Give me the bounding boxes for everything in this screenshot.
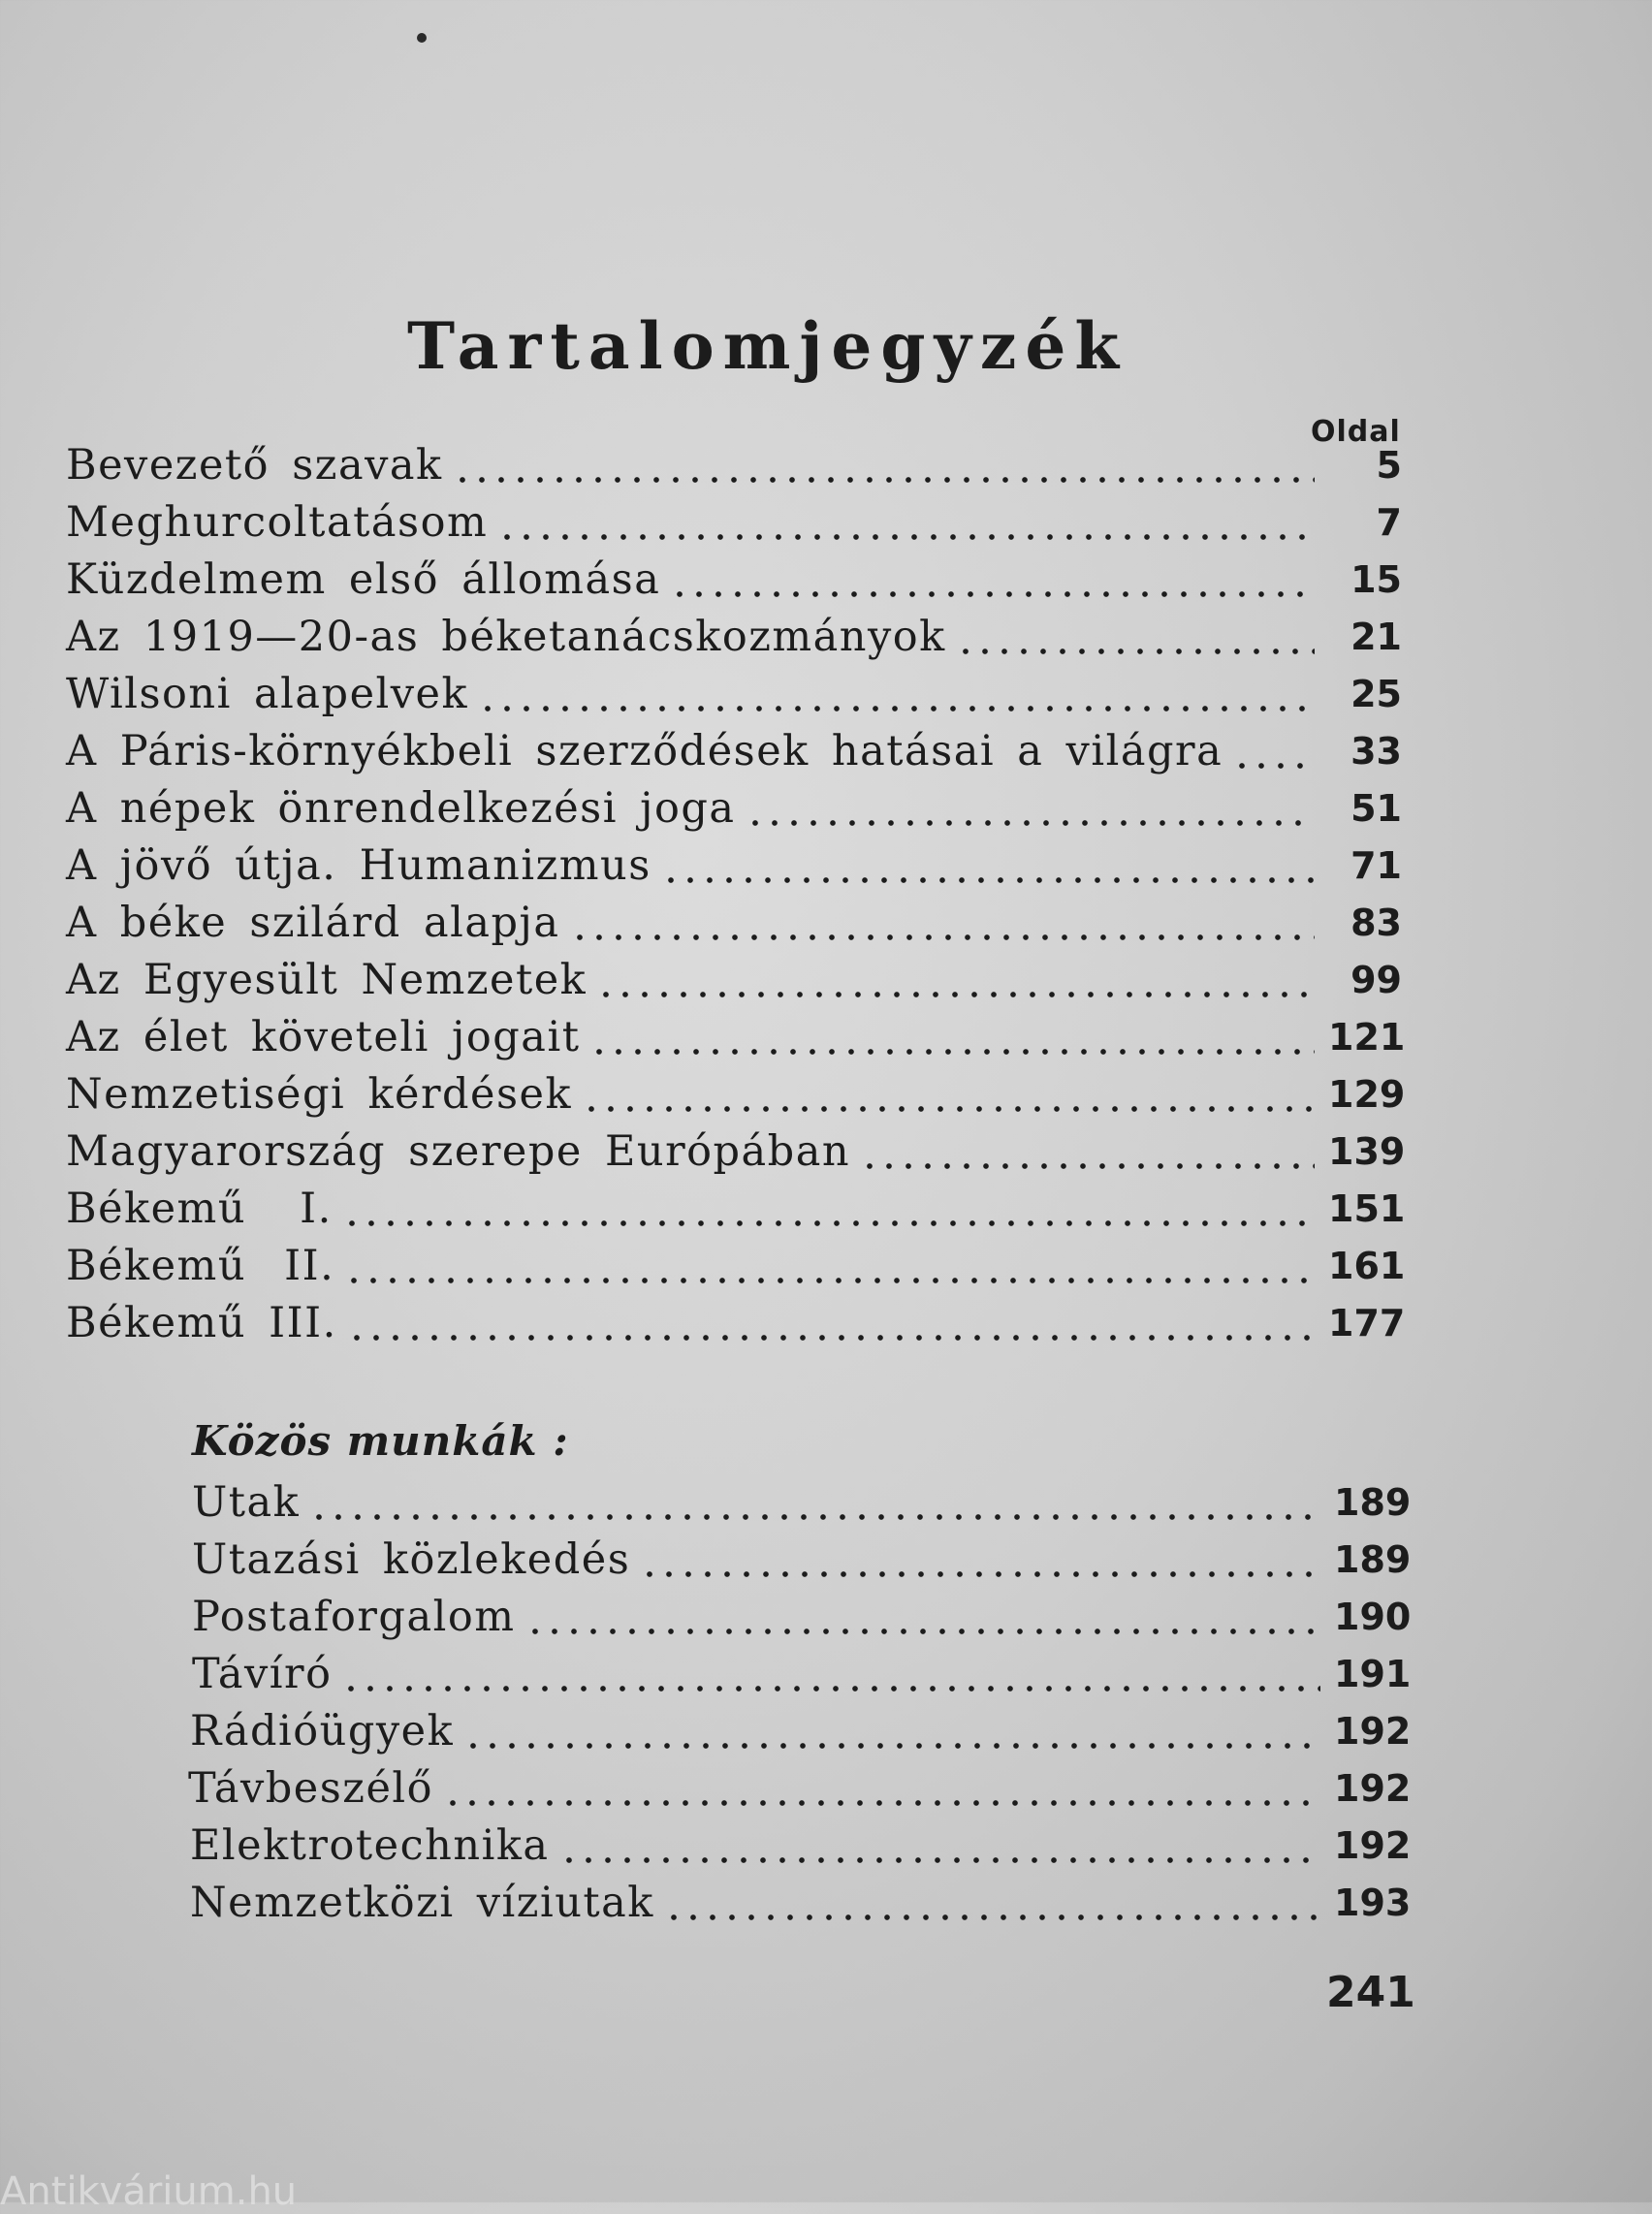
toc-entry-page: 15 bbox=[1350, 558, 1402, 601]
toc-entry-page: 161 bbox=[1328, 1245, 1406, 1287]
toc-subentry-label: Távíró bbox=[192, 1650, 333, 1698]
toc-entry-page: 21 bbox=[1350, 616, 1402, 658]
toc-entry-label: A béke szilárd alapja bbox=[66, 899, 560, 947]
leader-dots bbox=[661, 877, 1315, 883]
toc-entry-page: 7 bbox=[1376, 501, 1402, 544]
watermark: Antikvárium.hu bbox=[0, 2169, 298, 2214]
toc-subentry-label: Távbeszélő bbox=[188, 1764, 434, 1813]
toc-entry-label: A jövő útja. Humanizmus bbox=[66, 841, 651, 890]
leader-dots bbox=[746, 820, 1315, 826]
toc-entry[interactable] bbox=[66, 838, 1402, 893]
leader-dots bbox=[640, 1571, 1320, 1577]
leader-dots bbox=[341, 1686, 1320, 1692]
toc-entry-label: Bevezető szavak bbox=[66, 441, 443, 490]
section-heading-joint-works: Közös munkák : bbox=[192, 1417, 569, 1465]
toc-entry[interactable] bbox=[66, 1296, 1406, 1350]
leader-dots bbox=[596, 992, 1315, 997]
leader-dots bbox=[570, 934, 1316, 940]
toc-entry-label: Az Egyesült Nemzetek bbox=[66, 956, 588, 1004]
toc-entry[interactable] bbox=[66, 667, 1402, 721]
toc-entry[interactable] bbox=[66, 438, 1402, 492]
toc-entry[interactable] bbox=[66, 495, 1402, 550]
leader-dots bbox=[559, 1857, 1320, 1863]
leader-dots bbox=[525, 1629, 1321, 1634]
ink-speck bbox=[417, 33, 427, 43]
toc-entry-page: 139 bbox=[1328, 1130, 1406, 1173]
toc-entry[interactable] bbox=[66, 953, 1402, 1007]
toc-entry-label: Az 1919—20-as béketanácskozmányok bbox=[66, 613, 946, 661]
toc-subentry-page: 190 bbox=[1334, 1596, 1412, 1638]
toc-subentry-label: Nemzetközi víziutak bbox=[190, 1879, 654, 1927]
toc-entry-label: A népek önrendelkezési joga bbox=[66, 784, 736, 833]
toc-subentry[interactable] bbox=[190, 1704, 1412, 1758]
toc-subentry-page: 192 bbox=[1334, 1710, 1412, 1753]
toc-entry-label: Meghurcoltatásom bbox=[66, 498, 489, 547]
toc-subentry-page: 192 bbox=[1334, 1824, 1412, 1867]
toc-subentry[interactable] bbox=[190, 1819, 1412, 1873]
leader-dots bbox=[670, 591, 1315, 597]
toc-entry-label: Wilsoni alapelvek bbox=[66, 670, 469, 718]
toc-entry[interactable] bbox=[66, 553, 1402, 607]
toc-subentry[interactable] bbox=[190, 1876, 1412, 1930]
toc-subentry[interactable] bbox=[188, 1761, 1412, 1816]
toc-entry-page: 99 bbox=[1350, 959, 1402, 1001]
toc-subentry-label: Utak bbox=[192, 1478, 301, 1527]
leader-dots bbox=[664, 1914, 1320, 1920]
toc-subentry-page: 192 bbox=[1334, 1767, 1412, 1810]
leader-dots bbox=[956, 648, 1315, 654]
toc-entry-page: 33 bbox=[1350, 730, 1402, 773]
leader-dots bbox=[860, 1163, 1315, 1169]
page-column-header: Oldal bbox=[1311, 415, 1401, 449]
toc-entry[interactable] bbox=[66, 1124, 1406, 1179]
page-title: Tartalomjegyzék bbox=[407, 308, 1128, 384]
toc-entry[interactable] bbox=[66, 610, 1402, 664]
toc-entry-label: Békemű I. bbox=[66, 1185, 333, 1233]
toc-subentry[interactable] bbox=[192, 1533, 1412, 1587]
toc-entry[interactable] bbox=[66, 896, 1402, 950]
toc-entry-page: 129 bbox=[1328, 1073, 1406, 1116]
toc-entry[interactable] bbox=[66, 1010, 1406, 1064]
leader-dots bbox=[344, 1278, 1315, 1283]
toc-subentry[interactable] bbox=[192, 1647, 1412, 1701]
leader-dots bbox=[478, 706, 1315, 712]
toc-entry-page: 25 bbox=[1350, 673, 1402, 715]
toc-entry[interactable] bbox=[66, 1067, 1406, 1122]
toc-entry-label: Békemű II. bbox=[66, 1242, 335, 1290]
toc-subentry-page: 189 bbox=[1334, 1538, 1412, 1581]
toc-entry-page: 83 bbox=[1350, 901, 1402, 944]
toc-subentry[interactable] bbox=[192, 1475, 1412, 1530]
toc-entry-label: Küzdelmem első állomása bbox=[66, 555, 661, 604]
toc-entry-label: Nemzetiségi kérdések bbox=[66, 1070, 573, 1119]
toc-subentry-page: 191 bbox=[1334, 1653, 1412, 1695]
toc-subentry-label: Rádióügyek bbox=[190, 1707, 455, 1755]
toc-entry-page: 5 bbox=[1376, 444, 1402, 487]
leader-dots bbox=[443, 1800, 1320, 1806]
leader-dots bbox=[589, 1049, 1315, 1055]
toc-entry-label: Békemű III. bbox=[66, 1299, 337, 1347]
toc-subentry-label: Elektrotechnika bbox=[190, 1821, 550, 1870]
leader-dots bbox=[497, 534, 1315, 540]
toc-entry-page: 151 bbox=[1328, 1187, 1406, 1230]
toc-entry-page: 71 bbox=[1350, 844, 1402, 887]
leader-dots bbox=[453, 477, 1315, 483]
leader-dots bbox=[463, 1743, 1320, 1749]
toc-entry[interactable] bbox=[66, 781, 1402, 836]
toc-entry-page: 121 bbox=[1328, 1016, 1406, 1059]
toc-entry-page: 51 bbox=[1350, 787, 1402, 830]
leader-dots bbox=[309, 1514, 1320, 1520]
toc-entry-page: 177 bbox=[1328, 1302, 1406, 1344]
toc-entry-label: Az élet követeli jogait bbox=[66, 1013, 581, 1061]
leader-dots bbox=[1232, 763, 1315, 769]
toc-entry[interactable] bbox=[66, 724, 1402, 778]
toc-entry-label: A Páris-környékbeli szerződések hatásai a világra bbox=[66, 727, 1223, 775]
page-number: 241 bbox=[1326, 1968, 1415, 2017]
toc-subentry-label: Postaforgalom bbox=[192, 1593, 516, 1641]
toc-entry-label: Magyarország szerepe Európában bbox=[66, 1127, 851, 1176]
leader-dots bbox=[582, 1106, 1315, 1112]
toc-subentry-page: 193 bbox=[1334, 1882, 1412, 1924]
toc-subentry-page: 189 bbox=[1334, 1481, 1412, 1524]
leader-dots bbox=[347, 1335, 1315, 1341]
toc-subentry-label: Utazási közlekedés bbox=[192, 1535, 631, 1584]
toc-subentry[interactable] bbox=[192, 1590, 1412, 1644]
leader-dots bbox=[342, 1220, 1315, 1226]
toc-entry[interactable] bbox=[66, 1182, 1406, 1236]
toc-entry[interactable] bbox=[66, 1239, 1406, 1293]
